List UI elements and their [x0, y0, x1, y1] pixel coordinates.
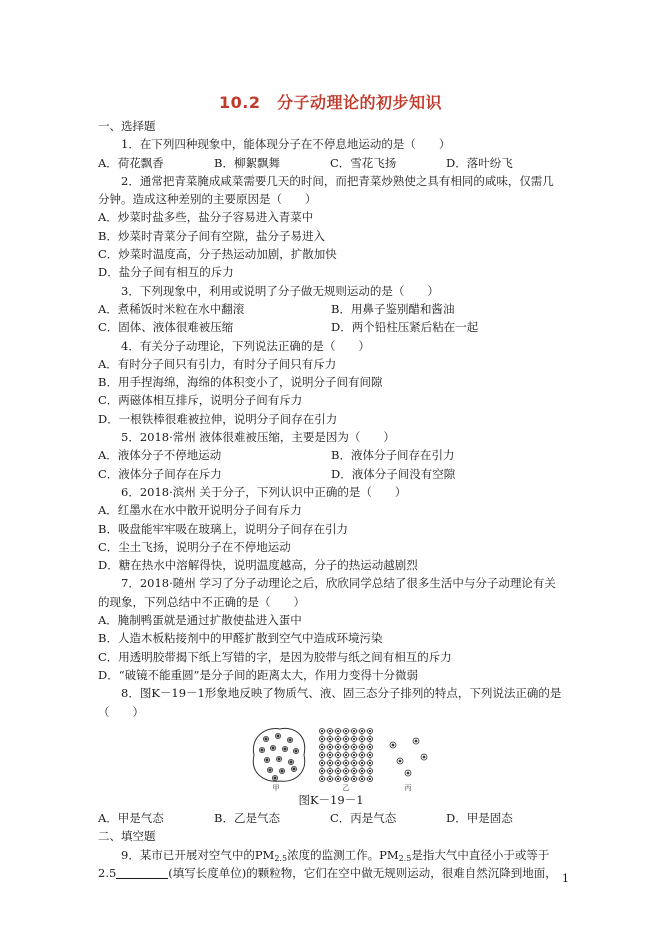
molecule-core	[345, 746, 347, 748]
molecule-core	[321, 754, 323, 756]
option: D．一根铁棒很难被拉伸，说明分子间存在引力	[98, 411, 338, 426]
molecule-core	[369, 738, 371, 740]
molecule-core	[290, 761, 292, 763]
question-3-options-row2	[98, 318, 564, 336]
question-7-stem: 7．2018·随州 学习了分子动理论之后，欣欣同学总结了很多生活中与分子动理论有关	[121, 576, 556, 591]
molecule-core	[361, 746, 363, 748]
molecule-core	[337, 730, 339, 732]
molecule-core	[415, 739, 418, 742]
molecule-core	[369, 746, 371, 748]
molecule-core	[353, 762, 355, 764]
question-6-stem: 6．2018·滨州 关于分子，下列认识中正确的是（ ）	[121, 484, 407, 499]
molecules-jia	[259, 733, 298, 780]
molecule-core	[321, 770, 323, 772]
option: C．用透明胶带揭下纸上写错的字，是因为胶带与纸之间有相互的斥力	[98, 649, 452, 664]
molecule-core	[345, 770, 347, 772]
section-heading-fill: 二、填空题	[98, 829, 156, 844]
molecule-core	[295, 750, 297, 752]
question-5-stem: 5．2018·常州 液体很难被压缩，主要是因为（ ）	[121, 430, 395, 445]
option: C．雪花飞扬	[330, 155, 397, 170]
molecule-core	[353, 770, 355, 772]
option: A．煮稀饭时米粒在水中翻滚	[98, 301, 245, 316]
option: C．两磁体相互排斥，说明分子间有斥力	[98, 393, 303, 408]
molecule-core	[261, 749, 263, 751]
question-9-stem-cont	[98, 864, 564, 882]
question-3-stem: 3．下列现象中，利用或说明了分子做无规则运动的是（ ）	[121, 283, 439, 298]
molecule-core	[353, 778, 355, 780]
molecule-core	[265, 738, 267, 740]
molecule-core	[329, 762, 331, 764]
molecule-core	[337, 746, 339, 748]
option: B．乙是气态	[214, 811, 280, 826]
molecule-core	[345, 738, 347, 740]
molecule-core	[361, 778, 363, 780]
molecule-core	[369, 778, 371, 780]
option: B．柳絮飘舞	[214, 155, 280, 170]
q9-text-5: (填写长度单位)的颗粒物，它们在空中做无规则运动，很难自然沉降到地面，	[168, 865, 557, 880]
molecule-core	[337, 762, 339, 764]
option: C．液体分子间存在斥力	[98, 466, 222, 481]
option: D．甲是固态	[446, 811, 513, 826]
answer-blank[interactable]	[116, 866, 168, 879]
molecule-core	[277, 735, 279, 737]
option: D．落叶纷飞	[446, 155, 513, 170]
molecule-core	[321, 746, 323, 748]
molecule-core	[321, 762, 323, 764]
q9-text-2: 浓度的监测工作。PM	[287, 847, 399, 862]
option: D．“破镜不能重圆”是分子间的距离太大，作用力变得十分微弱	[98, 667, 418, 682]
molecule-core	[399, 759, 402, 762]
question-2-stem-cont: 分钟。造成这种差别的主要原因是（ ）	[98, 192, 317, 207]
molecule-core	[329, 746, 331, 748]
molecule-core	[329, 778, 331, 780]
molecule-core	[345, 778, 347, 780]
molecule-core	[369, 754, 371, 756]
q9-subscript-1: 2.5	[274, 853, 288, 863]
molecule-core	[321, 730, 323, 732]
question-8-stem-cont: （ ）	[98, 704, 144, 719]
figure-label-bing: 丙	[404, 783, 412, 791]
molecule-core	[272, 747, 274, 749]
option: B．液体分子间存在引力	[331, 448, 455, 463]
option: D．糖在热水中溶解得快，说明温度越高，分子的热运动越剧烈	[98, 558, 418, 573]
molecule-core	[353, 754, 355, 756]
molecule-core	[407, 771, 410, 774]
option: B．人造木板粘接剂中的甲醛扩散到空气中造成环境污染	[98, 631, 383, 646]
molecule-core	[293, 768, 295, 770]
question-8-stem: 8．图K－19－1形象地反映了物质气、液、固三态分子排列的特点，下列说法正确的是	[121, 686, 562, 701]
page-number: 1	[562, 872, 569, 885]
option: C．尘土飞扬，说明分子在不停地运动	[98, 539, 291, 554]
section-heading-choice: 一、选择题	[98, 119, 156, 133]
molecule-core	[329, 770, 331, 772]
molecules-bing	[390, 738, 427, 776]
molecule-core	[369, 730, 371, 732]
content	[98, 117, 564, 882]
figure-label-jia: 甲	[272, 783, 280, 791]
molecule-core	[329, 754, 331, 756]
q9-text-4: 2.5	[98, 865, 117, 880]
question-3-options-row1	[98, 300, 564, 318]
option: C．固体、液体很难被压缩	[98, 320, 234, 335]
option: A．荷花飘香	[98, 155, 164, 170]
option: A．甲是气态	[98, 811, 164, 826]
question-8-options	[98, 809, 564, 827]
option: A．有时分子间只有引力，有时分子间只有斥力	[98, 356, 337, 371]
molecule-core	[353, 730, 355, 732]
molecule-core	[321, 778, 323, 780]
q9-text-1: 9．某市已开展对空气中的PM	[121, 847, 275, 862]
option: B．吸盘能牢牢吸在玻璃上，说明分子间存在引力	[98, 521, 348, 536]
figure-caption: 图K－19－1	[298, 792, 364, 807]
molecule-core	[337, 778, 339, 780]
option: C．丙是气态	[330, 811, 397, 826]
molecule-core	[369, 762, 371, 764]
option: D．两个铅柱压紧后粘在一起	[331, 320, 479, 335]
molecule-core	[423, 755, 426, 758]
molecule-core	[353, 746, 355, 748]
question-2-stem: 2．通常把青菜腌成咸菜需要几天的时间，而把青菜炒熟使之具有相同的咸味，仅需几	[121, 173, 554, 188]
question-9-stem	[98, 846, 564, 864]
molecule-core	[361, 754, 363, 756]
question-1-options	[98, 154, 564, 172]
molecule-core	[284, 748, 286, 750]
option: A．炒菜时盐多些，盐分子容易进入青菜中	[98, 210, 314, 225]
molecule-core	[329, 738, 331, 740]
molecule-core	[269, 769, 271, 771]
molecule-core	[281, 770, 283, 772]
molecule-core	[337, 770, 339, 772]
molecule-core	[361, 770, 363, 772]
molecule-core	[369, 770, 371, 772]
page-title: 10.2 分子动理论的初步知识	[219, 93, 442, 112]
option: A．红墨水在水中散开说明分子间有斥力	[98, 503, 302, 518]
molecule-core	[329, 730, 331, 732]
molecule-core	[289, 739, 291, 741]
molecules-yi	[319, 728, 372, 781]
option: D．液体分子间没有空隙	[331, 466, 456, 481]
molecule-core	[392, 743, 395, 746]
molecule-core	[361, 738, 363, 740]
molecule-figure	[98, 721, 564, 791]
molecule-core	[274, 777, 276, 779]
q9-subscript-2: 2.5	[398, 853, 412, 863]
molecule-diagram	[248, 723, 428, 791]
question-1-stem: 1．在下列四种现象中，能体现分子在不停息地运动的是（ ）	[121, 137, 451, 152]
option: B．用鼻子鉴别醋和酱油	[331, 301, 455, 316]
option: B．炒菜时青菜分子间有空隙，盐分子易进入	[98, 228, 325, 243]
figure-label-yi: 乙	[342, 783, 350, 791]
molecule-core	[278, 758, 280, 760]
molecule-core	[337, 754, 339, 756]
option: B．用手捏海绵，海绵的体积变小了，说明分子间有间隙	[98, 375, 383, 390]
option: A．腌制鸭蛋就是通过扩散使盐进入蛋中	[98, 613, 302, 628]
molecule-core	[345, 762, 347, 764]
question-4-stem: 4．有关分子动理论，下列说法正确的是（ ）	[121, 338, 370, 353]
question-7-stem-cont: 的现象，下列总结中不正确的是（ ）	[98, 594, 305, 609]
molecule-core	[353, 738, 355, 740]
molecule-core	[361, 762, 363, 764]
molecule-core	[345, 754, 347, 756]
molecule-core	[321, 738, 323, 740]
molecule-core	[266, 759, 268, 761]
option: D．盐分子间有相互的斥力	[98, 265, 234, 280]
molecule-core	[337, 738, 339, 740]
q9-text-3: 是指大气中直径小于或等于	[411, 847, 550, 862]
question-5-options-row2	[98, 465, 564, 483]
molecule-core	[361, 730, 363, 732]
option: C．炒菜时温度高，分子热运动加剧，扩散加快	[98, 247, 337, 262]
question-5-options-row1	[98, 446, 564, 464]
molecule-core	[345, 730, 347, 732]
option: A．液体分子不停地运动	[98, 448, 222, 463]
